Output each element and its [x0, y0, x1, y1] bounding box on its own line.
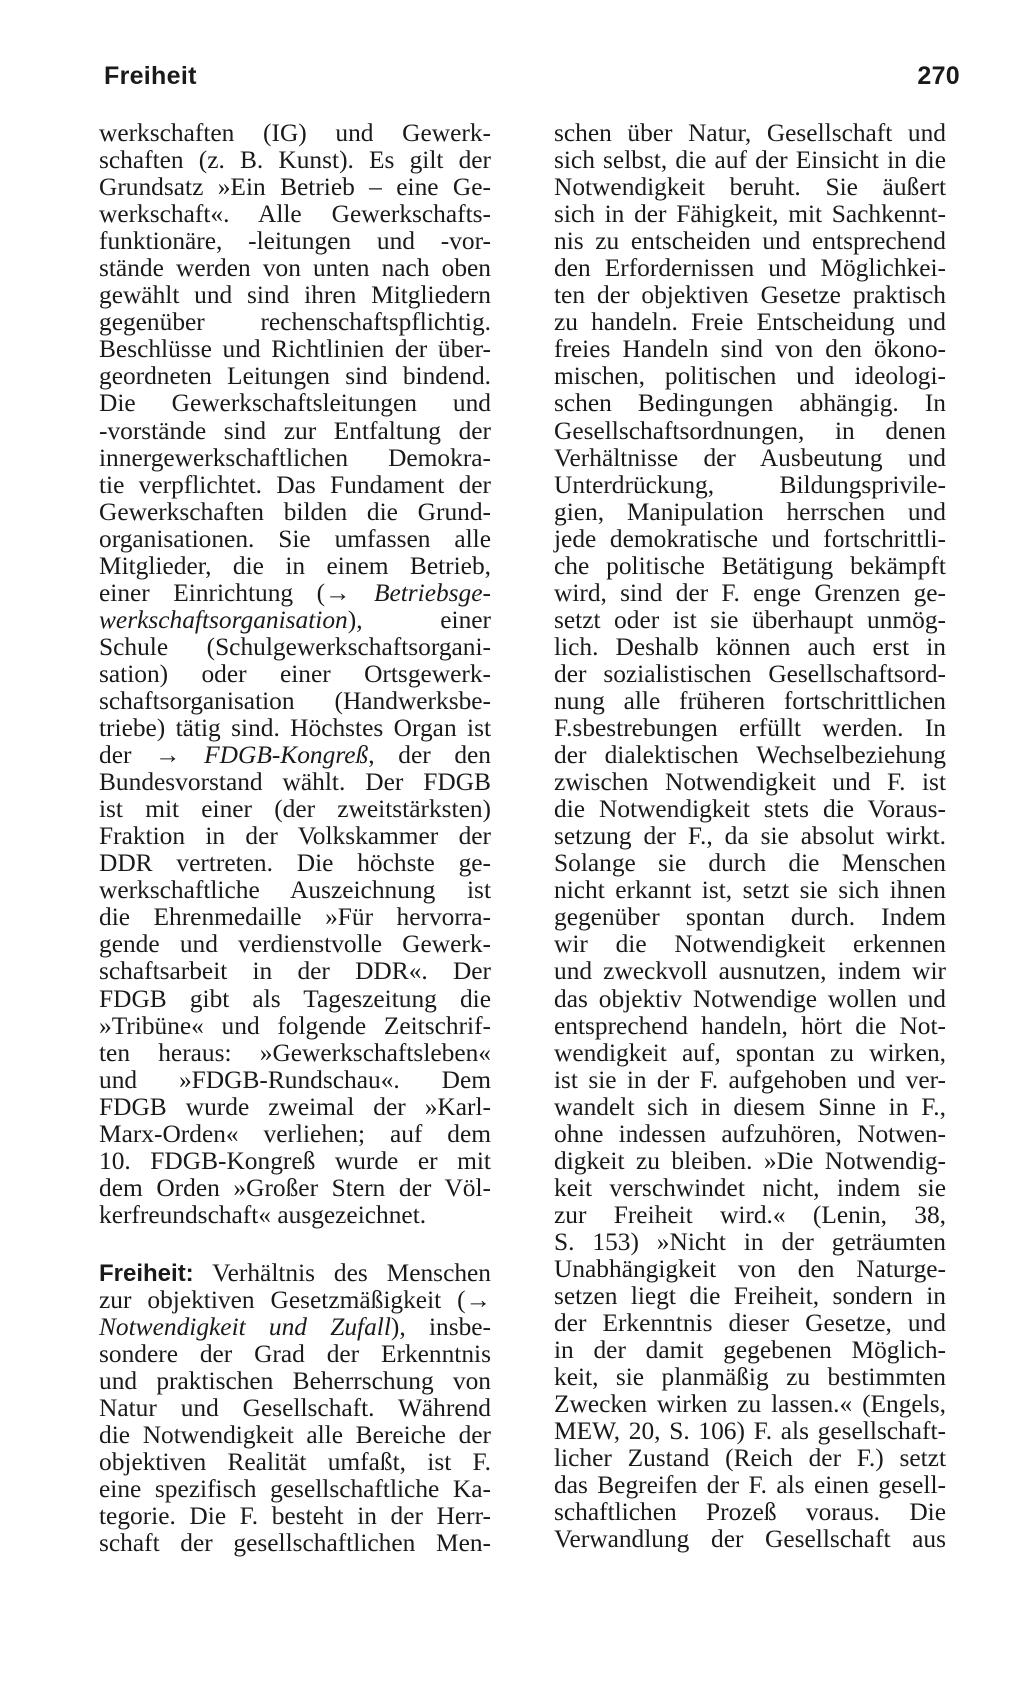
- line-text: S. 153) »Nicht in der geträumten: [554, 1227, 946, 1256]
- text-line: [99, 742, 491, 769]
- text-line: [99, 1368, 491, 1395]
- text-line: [99, 472, 491, 499]
- line-text: Natur und Gesellschaft. Während: [99, 1394, 491, 1423]
- text-line: [99, 526, 491, 553]
- line-text: ist mit einer (der zweitstärksten): [99, 795, 491, 824]
- line-text: die Notwendigkeit alle Bereiche der: [99, 1421, 491, 1450]
- line-text: Die Gewerkschaftsleitungen und: [99, 389, 491, 418]
- line-text: dem Orden »Großer Stern der Völ-: [99, 1173, 491, 1202]
- line-text: eine spezifisch gesellschaftliche Ka-: [99, 1475, 491, 1504]
- text-line: [99, 1260, 491, 1287]
- line-text: das objektiv Notwendige wollen und: [554, 984, 946, 1013]
- text-line: [99, 499, 491, 526]
- text-line: [554, 1364, 946, 1391]
- line-text: , der den: [368, 741, 491, 770]
- text-line: [554, 499, 946, 526]
- text-line: [554, 390, 946, 417]
- text-line: [99, 1121, 491, 1148]
- text-line: [554, 1040, 946, 1067]
- line-text: innergewerkschaftlichen Demokra-: [99, 443, 491, 472]
- text-line: [99, 1013, 491, 1040]
- line-text: Bundesvorstand wählt. Der FDGB: [99, 768, 491, 797]
- line-text: digkeit zu bleiben. »Die Notwendig-: [554, 1146, 946, 1175]
- line-text: schaftsorganisation (Handwerksbe-: [99, 686, 491, 715]
- text-line: [554, 634, 946, 661]
- line-text: FDGB gibt als Tageszeitung die: [99, 984, 491, 1013]
- line-text: Schule (Schulgewerkschaftsorgani-: [99, 632, 491, 661]
- text-line: [554, 120, 946, 147]
- line-text: keit, sie planmäßig zu bestimmten: [554, 1363, 946, 1392]
- cross-reference-link[interactable]: Notwendigkeit und Zufall: [99, 1313, 391, 1342]
- line-text: tegorie. Die F. besteht in der Herr-: [99, 1502, 491, 1531]
- line-text: ), einer: [347, 605, 491, 634]
- line-text: organisationen. Sie umfassen alle: [99, 524, 491, 553]
- line-text: Gesellschaftsordnungen, in denen: [554, 416, 946, 445]
- text-line: [99, 1530, 491, 1557]
- running-head-title: Freiheit: [104, 62, 197, 90]
- line-text: und praktischen Beherrschung von: [99, 1367, 491, 1396]
- line-text: gewählt und sind ihren Mitgliedern: [99, 281, 491, 310]
- text-line: [99, 282, 491, 309]
- text-line: [554, 850, 946, 877]
- line-text: Mitglieder, die in einem Betrieb,: [99, 551, 491, 580]
- line-text: gende und verdienstvolle Gewerk-: [99, 930, 491, 959]
- line-text: die Ehrenmedaille »Für hervorra-: [99, 903, 491, 932]
- text-line: [99, 228, 491, 255]
- line-text: der sozialistischen Gesellschaftsord-: [554, 659, 946, 688]
- text-line: [554, 1256, 946, 1283]
- line-text: Verwandlung der Gesellschaft aus: [554, 1525, 946, 1554]
- text-line: [554, 201, 946, 228]
- line-text: gegenüber rechenschaftspflichtig.: [99, 308, 491, 337]
- text-line: [99, 363, 491, 390]
- text-line: [99, 986, 491, 1013]
- text-line: [554, 1148, 946, 1175]
- line-text: entsprechend handeln, hört die Not-: [554, 1011, 946, 1040]
- cross-reference-link[interactable]: → FDGB-Kongreß: [155, 741, 369, 770]
- text-line: [554, 1013, 946, 1040]
- text-line: [554, 1391, 946, 1418]
- line-text: Fraktion in der Volkskammer der: [99, 822, 491, 851]
- line-text: »Tribüne« und folgende Zeitschrif-: [99, 1011, 491, 1040]
- cross-reference-link[interactable]: →: [465, 1285, 491, 1314]
- text-line: [99, 445, 491, 472]
- line-text: werkschaftliche Auszeichnung ist: [99, 876, 491, 905]
- line-text: objektiven Realität umfaßt, ist F.: [99, 1448, 491, 1477]
- text-line: [99, 1040, 491, 1067]
- text-line: [99, 336, 491, 363]
- line-text: das Begreifen der F. als einen gesell-: [554, 1471, 946, 1500]
- text-line: [554, 796, 946, 823]
- line-text: schaften (z. B. Kunst). Es gilt der: [99, 146, 491, 175]
- line-text: in der damit gegebenen Möglich-: [554, 1336, 946, 1365]
- line-text: zur Freiheit wird.« (Lenin, 38,: [554, 1200, 946, 1229]
- text-line: [554, 1283, 946, 1310]
- line-text: und zweckvoll ausnutzen, indem wir: [554, 957, 946, 986]
- text-line: [99, 1067, 491, 1094]
- text-line: [99, 580, 491, 607]
- text-line: [554, 363, 946, 390]
- text-line: [554, 607, 946, 634]
- text-line: [99, 607, 491, 634]
- text-line: [554, 823, 946, 850]
- text-line: [99, 418, 491, 445]
- text-line: [99, 147, 491, 174]
- text-line: [554, 418, 946, 445]
- line-text: 10. FDGB-Kongreß wurde er mit: [99, 1146, 491, 1175]
- line-text: keit verschwindet nicht, indem sie: [554, 1173, 946, 1202]
- text-line: [99, 1395, 491, 1422]
- text-line: [99, 1287, 491, 1314]
- line-text: Verhältnisse der Ausbeutung und: [554, 443, 946, 472]
- line-text: ten heraus: »Gewerkschaftsleben«: [99, 1038, 491, 1067]
- text-line: [554, 904, 946, 931]
- text-line: [554, 255, 946, 282]
- text-line: [554, 336, 946, 363]
- cross-reference-link[interactable]: werkschaftsorganisation: [99, 605, 348, 634]
- text-line: [554, 1094, 946, 1121]
- line-text: -vorstände sind zur Entfaltung der: [99, 416, 491, 445]
- line-text: kerfreundschaft« ausgezeichnet.: [99, 1200, 427, 1229]
- line-text: der: [99, 741, 156, 770]
- line-text: MEW, 20, S. 106) F. als gesellschaft-: [554, 1417, 946, 1446]
- line-text: werkschaften (IG) und Gewerk-: [99, 119, 491, 147]
- text-line: [99, 1314, 491, 1341]
- line-text: gien, Manipulation herrschen und: [554, 497, 946, 526]
- line-text: setzen liegt die Freiheit, sondern in: [554, 1282, 946, 1311]
- line-text: wir die Notwendigkeit erkennen: [554, 930, 946, 959]
- text-line: [99, 1449, 491, 1476]
- line-text: nicht erkannt ist, setzt sie sich ihnen: [554, 876, 946, 905]
- line-text: ist sie in der F. aufgehoben und ver-: [554, 1065, 946, 1094]
- line-text: gegenüber spontan durch. Indem: [554, 903, 946, 932]
- paragraph-gap: [99, 1229, 491, 1260]
- text-line: [99, 1094, 491, 1121]
- line-text: sich in der Fähigkeit, mit Sachkennt-: [554, 200, 946, 229]
- text-line: [99, 120, 491, 147]
- text-line: [99, 634, 491, 661]
- line-text: ten der objektiven Gesetze praktisch: [554, 281, 946, 310]
- text-line: [99, 877, 491, 904]
- text-line: [99, 1202, 491, 1229]
- text-line: [554, 1202, 946, 1229]
- text-line: [554, 1499, 946, 1526]
- text-line: [99, 823, 491, 850]
- text-line: [99, 769, 491, 796]
- line-text: Unabhängigkeit von den Naturge-: [554, 1254, 946, 1283]
- text-line: [554, 1472, 946, 1499]
- text-line: [99, 1175, 491, 1202]
- line-text: schaft der gesellschaftlichen Men-: [99, 1529, 491, 1558]
- line-text: tie verpflichtet. Das Fundament der: [99, 470, 491, 499]
- line-text: funktionäre, -leitungen und -vor-: [99, 227, 491, 256]
- text-line: [99, 958, 491, 985]
- text-line: [554, 1526, 946, 1553]
- text-line: [99, 309, 491, 336]
- line-text: triebe) tätig sind. Höchstes Organ ist: [99, 714, 491, 743]
- text-line: [554, 445, 946, 472]
- text-line: [554, 1067, 946, 1094]
- text-line: [99, 1341, 491, 1368]
- line-text: freies Handeln sind von den ökono-: [554, 335, 946, 364]
- text-line: [554, 472, 946, 499]
- text-line: [554, 1121, 946, 1148]
- text-line: [554, 661, 946, 688]
- text-line: [554, 1337, 946, 1364]
- line-text: sondere der Grad der Erkenntnis: [99, 1340, 491, 1369]
- line-text: che politische Betätigung bekämpft: [554, 551, 946, 580]
- text-line: [554, 1310, 946, 1337]
- line-text: wird, sind der F. enge Grenzen ge-: [554, 578, 946, 607]
- right-column: [554, 120, 946, 1553]
- line-text: der dialektischen Wechselbeziehung: [554, 741, 946, 770]
- line-text: wandelt sich in diesem Sinne in F.,: [554, 1092, 946, 1121]
- line-text: zur objektiven Gesetzmäßigkeit (: [99, 1285, 466, 1314]
- line-text: Solange sie durch die Menschen: [554, 849, 946, 878]
- line-text: den Erfordernissen und Möglichkei-: [554, 254, 946, 283]
- line-text: Gewerkschaften bilden die Grund-: [99, 497, 491, 526]
- line-text: schen Bedingungen abhängig. In: [554, 389, 946, 418]
- line-text: Zwecken wirken zu lassen.« (Engels,: [554, 1390, 946, 1419]
- text-line: [99, 255, 491, 282]
- text-line: [554, 1445, 946, 1472]
- page-number: 270: [917, 62, 960, 90]
- line-text: Verhältnis des Menschen: [193, 1258, 491, 1287]
- line-text: schaftsarbeit in der DDR«. Der: [99, 957, 491, 986]
- line-text: sich selbst, die auf der Einsicht in die: [554, 146, 946, 175]
- text-line: [554, 282, 946, 309]
- line-text: stände werden von unten nach oben: [99, 254, 491, 283]
- text-line: [99, 553, 491, 580]
- line-text: der Erkenntnis dieser Gesetze, und: [554, 1309, 946, 1338]
- text-line: [99, 904, 491, 931]
- line-text: Marx-Orden« verliehen; auf dem: [99, 1119, 491, 1148]
- line-text: setzung der F., da sie absolut wirkt.: [554, 822, 946, 851]
- text-line: [554, 715, 946, 742]
- line-text: einer Einrichtung (: [99, 578, 326, 607]
- text-line: [99, 1422, 491, 1449]
- line-text: wendigkeit auf, spontan zu wirken,: [554, 1038, 946, 1067]
- text-line: [99, 174, 491, 201]
- line-text: licher Zustand (Reich der F.) setzt: [554, 1444, 946, 1473]
- line-text: DDR vertreten. Die höchste ge-: [99, 849, 491, 878]
- line-text: werkschaft«. Alle Gewerkschafts-: [99, 200, 491, 229]
- line-text: zu handeln. Freie Entscheidung und: [554, 308, 946, 337]
- text-line: [554, 1229, 946, 1256]
- line-text: geordneten Leitungen sind bindend.: [99, 362, 491, 391]
- line-text: nis zu entscheiden und entsprechend: [554, 227, 946, 256]
- line-text: zwischen Notwendigkeit und F. ist: [554, 768, 946, 797]
- line-text: nung alle früheren fortschrittlichen: [554, 686, 946, 715]
- text-line: [99, 688, 491, 715]
- text-line: [99, 796, 491, 823]
- text-line: [554, 958, 946, 985]
- line-text: mischen, politischen und ideologi-: [554, 362, 946, 391]
- text-line: [554, 688, 946, 715]
- line-text: die Notwendigkeit stets die Voraus-: [554, 795, 946, 824]
- line-text: Unterdrückung, Bildungsprivile-: [554, 470, 946, 499]
- text-line: [99, 390, 491, 417]
- text-line: [99, 850, 491, 877]
- text-line: [554, 769, 946, 796]
- text-line: [554, 526, 946, 553]
- text-line: [99, 1148, 491, 1175]
- text-line: [99, 661, 491, 688]
- text-line: [554, 553, 946, 580]
- cross-reference-link[interactable]: → Betriebsge-: [325, 578, 491, 607]
- line-text: Grundsatz »Ein Betrieb – eine Ge-: [99, 173, 491, 202]
- line-text: ohne indessen aufzuhören, Notwen-: [554, 1119, 946, 1148]
- line-text: Notwendigkeit beruht. Sie äußert: [554, 173, 946, 202]
- text-line: [554, 931, 946, 958]
- line-text: schen über Natur, Gesellschaft und: [554, 119, 946, 147]
- line-text: Beschlüsse und Richtlinien der über-: [99, 335, 491, 364]
- line-text: lich. Deshalb können auch erst in: [554, 632, 946, 661]
- text-line: [99, 1476, 491, 1503]
- line-text: ), insbe-: [390, 1313, 491, 1342]
- text-line: [554, 147, 946, 174]
- text-line: [99, 931, 491, 958]
- line-text: und »FDGB-Rundschau«. Dem: [99, 1065, 491, 1094]
- text-line: [554, 1418, 946, 1445]
- text-line: [554, 1175, 946, 1202]
- line-text: jede demokratische und fortschrittli-: [554, 524, 946, 553]
- left-column: [99, 120, 491, 1557]
- line-text: schaftlichen Prozeß voraus. Die: [554, 1498, 946, 1527]
- text-line: [99, 1503, 491, 1530]
- text-line: [554, 174, 946, 201]
- line-text: FDGB wurde zweimal der »Karl-: [99, 1092, 491, 1121]
- text-line: [554, 742, 946, 769]
- text-line: [554, 228, 946, 255]
- line-text: setzt oder ist sie überhaupt unmög-: [554, 605, 946, 634]
- entry-headword: Freiheit:: [99, 1259, 194, 1287]
- text-line: [554, 877, 946, 904]
- text-line: [99, 715, 491, 742]
- line-text: F.sbestrebungen erfüllt werden. In: [554, 714, 946, 743]
- line-text: sation) oder einer Ortsgewerk-: [99, 659, 491, 688]
- text-line: [554, 580, 946, 607]
- text-line: [99, 201, 491, 228]
- text-line: [554, 309, 946, 336]
- text-line: [554, 986, 946, 1013]
